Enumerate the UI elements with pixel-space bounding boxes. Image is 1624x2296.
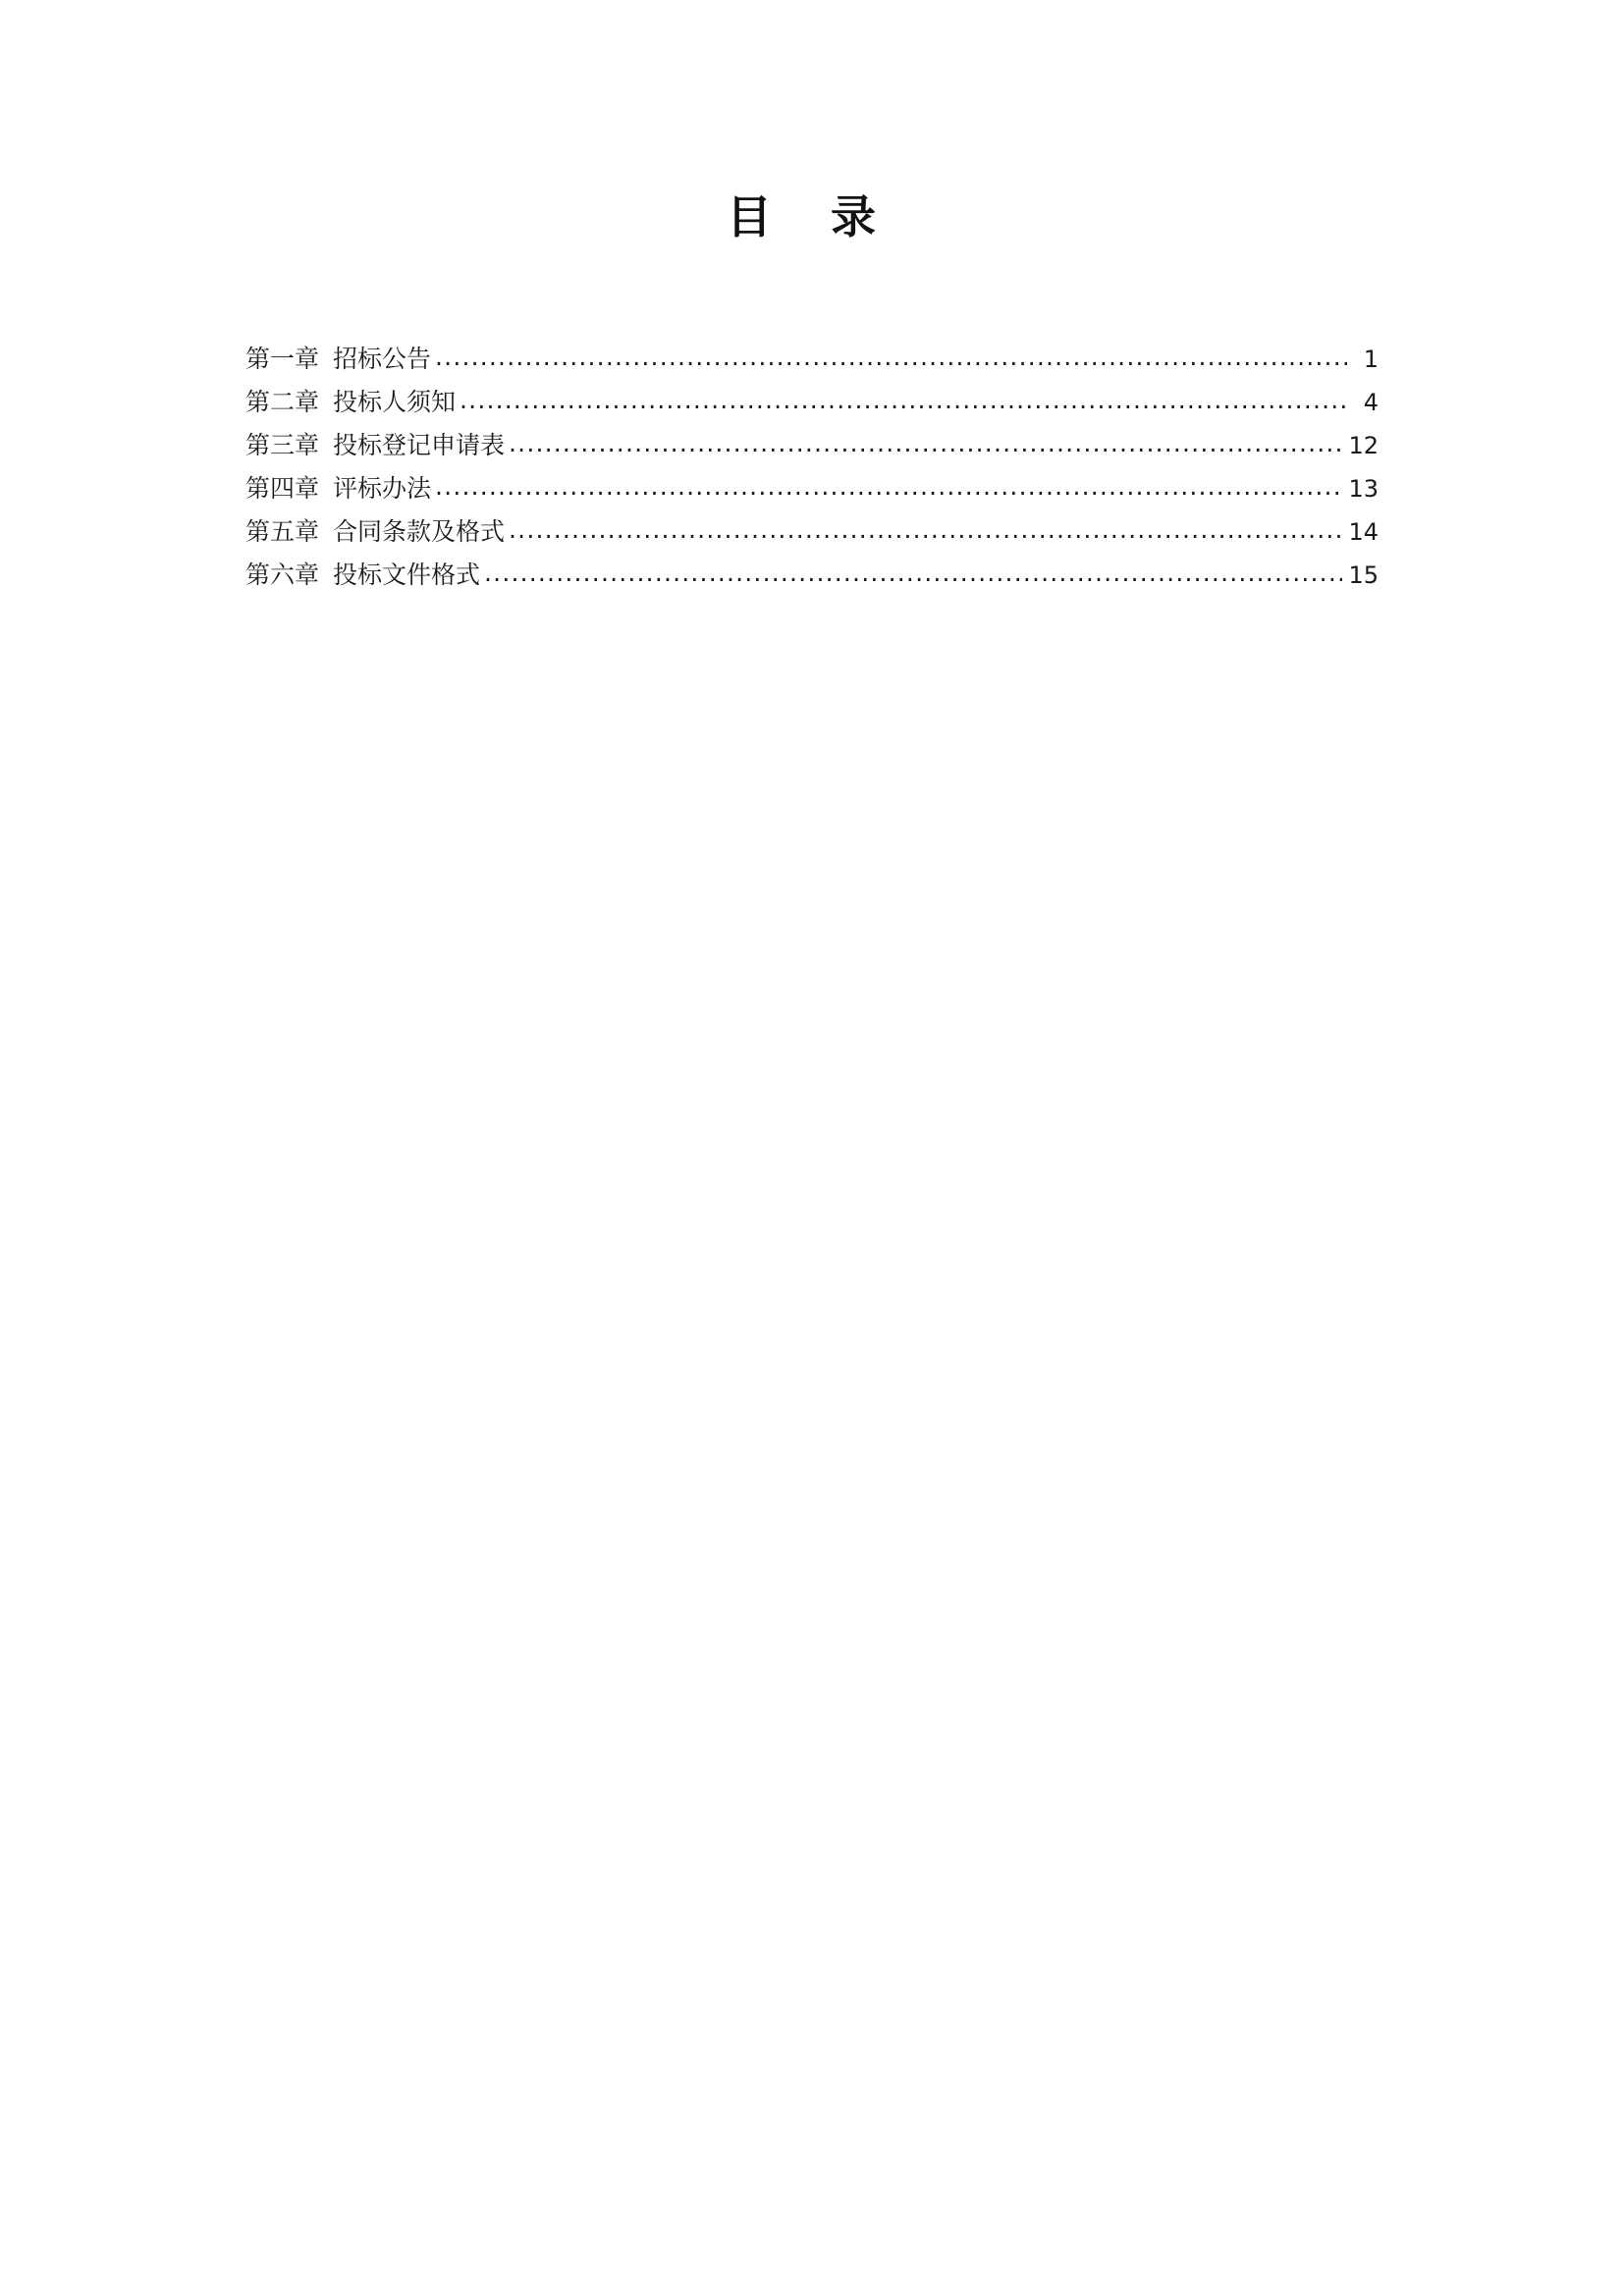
toc-page-number: 13 [1348,475,1379,503]
table-of-contents [245,338,1379,597]
page-title: 目 录 [726,190,897,243]
toc-page-number: 4 [1363,389,1379,416]
toc-chapter-label: 第三章 [245,431,320,459]
toc-entry-title: 投标登记申请表 [333,431,506,459]
toc-entry-title: 评标办法 [333,474,432,503]
toc-entry[interactable] [245,510,1379,554]
toc-page-number: 14 [1348,518,1379,546]
toc-dot-leader [484,571,1342,597]
toc-chapter-label: 第一章 [245,345,320,373]
toc-entry-title: 投标文件格式 [333,561,481,589]
toc-dot-leader [435,355,1347,381]
toc-chapter-label: 第六章 [245,561,320,589]
toc-entry-title: 招标公告 [333,345,432,373]
toc-chapter-label: 第四章 [245,474,320,503]
toc-dot-leader [460,399,1347,424]
toc-dot-leader [509,442,1342,467]
toc-entry[interactable] [245,338,1379,381]
toc-page-number: 12 [1348,432,1379,459]
toc-dot-leader [435,485,1342,510]
toc-entry-title: 投标人须知 [333,388,457,416]
toc-chapter-label: 第二章 [245,388,320,416]
toc-entry[interactable] [245,554,1379,597]
toc-entry[interactable] [245,424,1379,467]
toc-page-number: 15 [1348,561,1379,589]
toc-dot-leader [509,528,1342,554]
toc-entry-title: 合同条款及格式 [333,517,506,546]
toc-chapter-label: 第五章 [245,517,320,546]
toc-page-number: 1 [1363,346,1379,373]
toc-entry[interactable] [245,381,1379,424]
toc-entry[interactable] [245,467,1379,510]
